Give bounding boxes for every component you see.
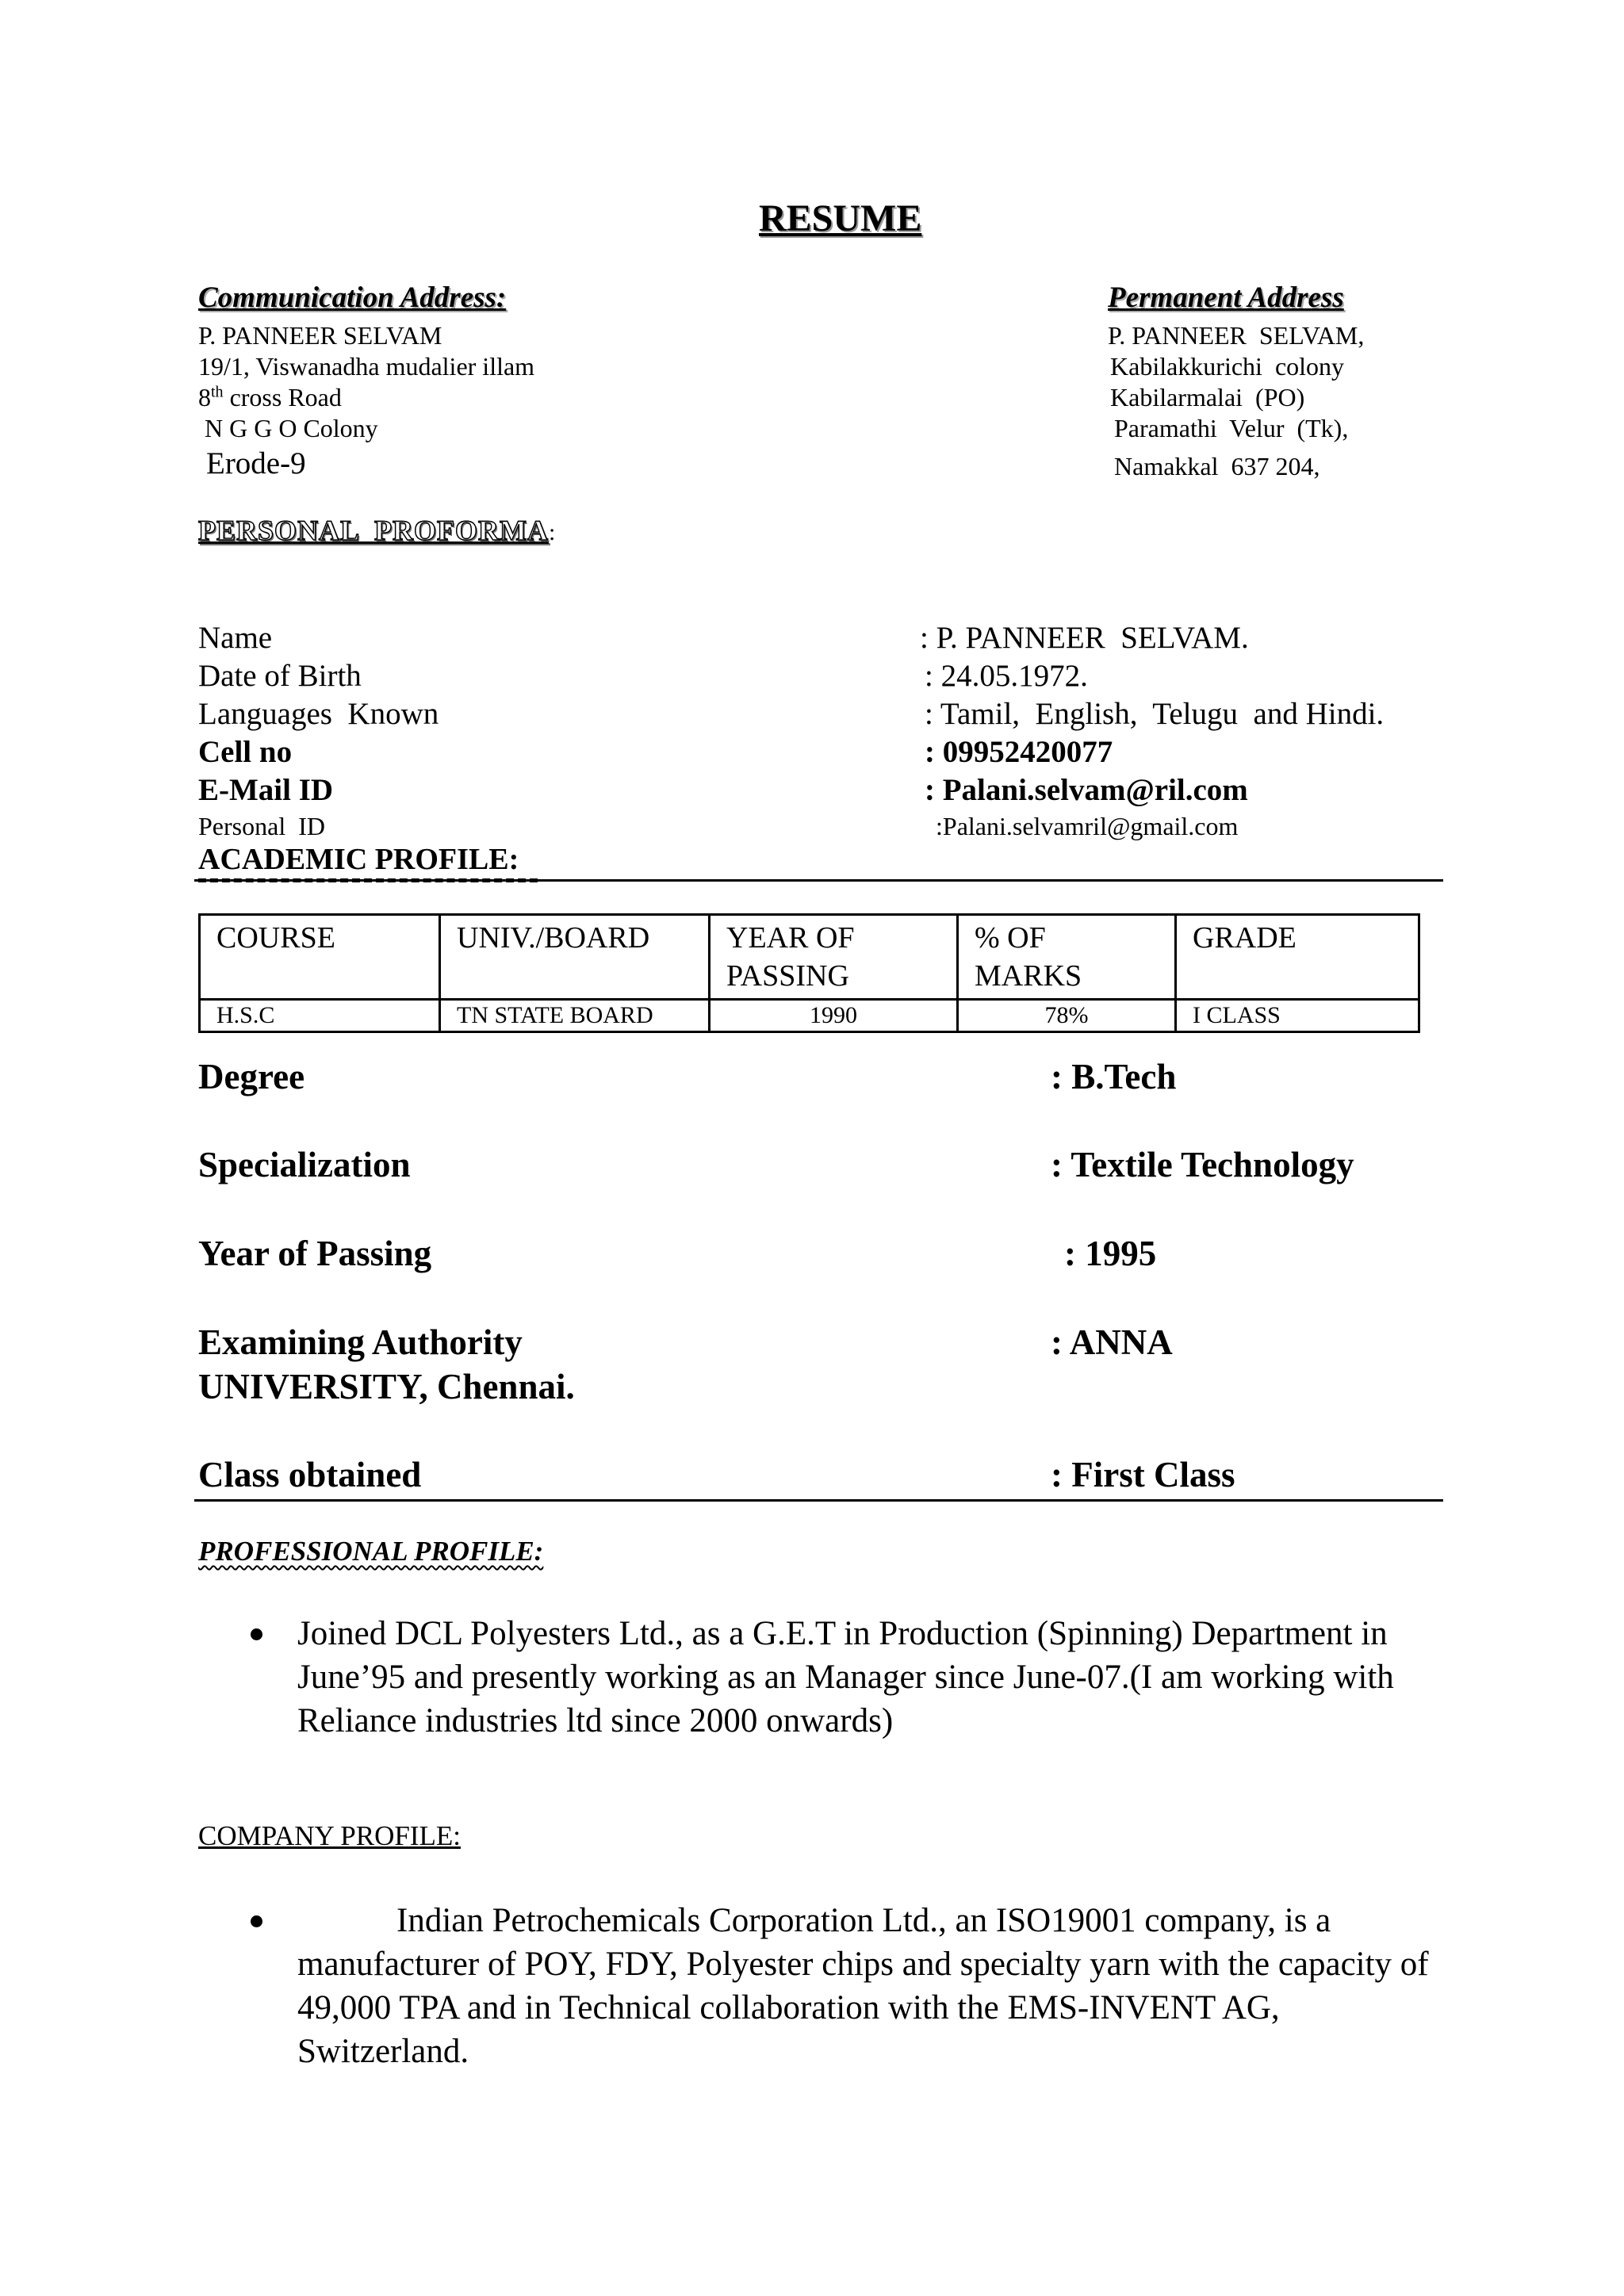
academic-profile-heading: ACADEMIC PROFILE: bbox=[198, 843, 519, 876]
permanent-address-line: Kabilarmalai (PO) bbox=[1110, 383, 1305, 411]
year-of-passing-label: Year of Passing bbox=[198, 1234, 432, 1273]
personal-id-value: :Palani.selvamril@gmail.com bbox=[936, 812, 1239, 840]
table-row bbox=[200, 1000, 1419, 1032]
company-profile-heading: COMPANY PROFILE: bbox=[198, 1820, 461, 1851]
communication-address-line bbox=[198, 383, 342, 412]
professional-profile-heading: PROFESSIONAL PROFILE: bbox=[198, 1536, 544, 1567]
permanent-address-heading: Permanent Address bbox=[1108, 281, 1344, 314]
table-cell: I CLASS bbox=[1176, 1000, 1419, 1032]
header-cell: UNIV./BOARD bbox=[440, 915, 710, 1000]
communication-address-line: 19/1, Viswanadha mudalier illam bbox=[198, 352, 535, 381]
degree-label: Degree bbox=[198, 1057, 305, 1096]
specialization-value: : Textile Technology bbox=[1051, 1145, 1354, 1184]
university-line: UNIVERSITY, Chennai. bbox=[198, 1367, 575, 1406]
degree-value: : B.Tech bbox=[1051, 1057, 1177, 1096]
communication-address-heading: Communication Address: bbox=[198, 281, 507, 314]
class-obtained-label: Class obtained bbox=[198, 1455, 422, 1494]
academic-section-rule bbox=[194, 879, 1443, 882]
heading-colon: : bbox=[549, 519, 556, 545]
personal-proforma-heading: PERSONAL PROFORMA bbox=[198, 515, 550, 546]
table-cell: TN STATE BOARD bbox=[440, 1000, 710, 1032]
languages-label: Languages Known bbox=[198, 697, 439, 731]
examining-authority-value: : ANNA bbox=[1051, 1322, 1173, 1362]
communication-address-city: Erode-9 bbox=[206, 446, 306, 480]
street-name: cross Road bbox=[229, 383, 342, 411]
resume-title: RESUME bbox=[759, 197, 922, 239]
email-value: : Palani.selvam@ril.com bbox=[925, 773, 1248, 807]
permanent-address-line: Kabilakkurichi colony bbox=[1110, 352, 1345, 381]
bullet-icon bbox=[251, 1628, 262, 1640]
degree-section-rule bbox=[194, 1499, 1443, 1502]
table-cell: 1990 bbox=[710, 1000, 958, 1032]
email-label: E-Mail ID bbox=[198, 773, 334, 807]
year-of-passing-value: : 1995 bbox=[1064, 1234, 1157, 1273]
specialization-label: Specialization bbox=[198, 1145, 411, 1184]
languages-value: : Tamil, English, Telugu and Hindi. bbox=[925, 697, 1385, 731]
permanent-address-line: Paramathi Velur (Tk), bbox=[1114, 414, 1349, 442]
personal-proforma-heading-row bbox=[198, 514, 555, 547]
communication-address-line: P. PANNEER SELVAM bbox=[198, 321, 442, 350]
table-cell: H.S.C bbox=[200, 1000, 440, 1032]
dob-label: Date of Birth bbox=[198, 659, 362, 693]
permanent-address-line: Namakkal 637 204, bbox=[1114, 452, 1320, 480]
communication-address-line: N G G O Colony bbox=[198, 414, 378, 442]
class-obtained-value: : First Class bbox=[1051, 1455, 1235, 1494]
company-profile-text: Indian Petrochemicals Corporation Ltd., an ISO19001 company, is a manufacturer of POY, FDY, Polyester chips and specialty yarn with the capacity of 49,000 TPA and in Technical collaboration with the EMS-INVENT AG, Switzerland. bbox=[297, 1902, 1429, 2070]
cell-label: Cell no bbox=[198, 735, 293, 769]
street-number: 8 bbox=[198, 383, 211, 411]
header-cell: GRADE bbox=[1176, 915, 1419, 1000]
dob-value: : 24.05.1972. bbox=[925, 659, 1088, 693]
header-cell: % OF MARKS bbox=[958, 915, 1176, 1000]
academic-table bbox=[198, 913, 1420, 1033]
personal-id-label: Personal ID bbox=[198, 812, 325, 840]
bullet-icon bbox=[251, 1915, 262, 1927]
header-cell: YEAR OF PASSING bbox=[710, 915, 958, 1000]
cell-value: : 09952420077 bbox=[925, 735, 1113, 769]
name-label: Name bbox=[198, 621, 273, 655]
professional-profile-text: Joined DCL Polyesters Ltd., as a G.E.T in Production (Spinning) Department in June’95 and presently working as an Manager since June-07.(I am working with Reliance industries ltd since 2000 onwards) bbox=[297, 1615, 1394, 1739]
table-cell: 78% bbox=[958, 1000, 1176, 1032]
examining-authority-label: Examining Authority bbox=[198, 1322, 523, 1362]
ordinal-suffix: th bbox=[211, 383, 224, 401]
header-cell: COURSE bbox=[200, 915, 440, 1000]
permanent-address-line: P. PANNEER SELVAM, bbox=[1108, 321, 1365, 350]
name-value: : P. PANNEER SELVAM. bbox=[920, 621, 1249, 655]
academic-table-header-row bbox=[200, 915, 1419, 1000]
